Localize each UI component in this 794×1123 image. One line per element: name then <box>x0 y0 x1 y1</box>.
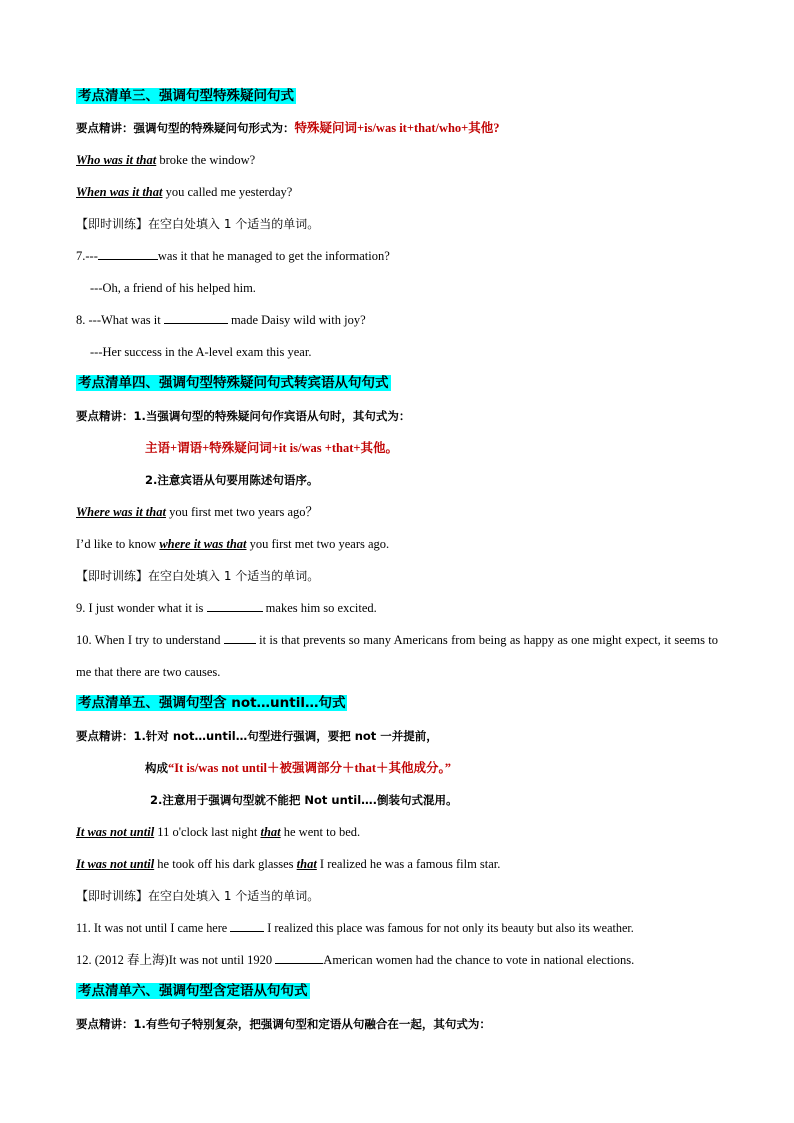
example-sentence: Who was it that broke the window? <box>76 153 256 167</box>
example-sentence: It was not until 11 o'clock last night that he went to bed. <box>76 825 361 839</box>
question-7: 7.--- was it that he managed to get the information? <box>76 249 390 263</box>
question-8-answer: ---Her success in the A-level exam this year. <box>90 345 312 359</box>
answer-blank[interactable] <box>224 631 256 644</box>
section-4-key-points: 要点精讲：1.当强调句型的特殊疑问句作宾语从句时，其句式为： <box>76 409 411 423</box>
question-10: 10. When I try to understand it is that prevents so many Americans from being as happy as one might expect, it seems to me that there are two causes. <box>76 633 718 679</box>
section-4-note: 2.注意宾语从句要用陈述句语序。 <box>145 473 319 487</box>
question-7-answer: ---Oh, a friend of his helped him. <box>90 281 256 295</box>
section-5-title: 考点清单五、强调句型含 not…until…句式 <box>78 695 346 711</box>
answer-blank[interactable] <box>207 599 263 612</box>
section-4-title: 考点清单四、强调句型特殊疑问句式转宾语从句句式 <box>78 375 389 391</box>
example-sentence: It was not until he took off his dark glasses that I realized he was a famous film star. <box>76 857 501 871</box>
question-8: 8. ---What was it made Daisy wild with joy? <box>76 313 366 327</box>
example-sentence: When was it that you called me yesterday? <box>76 185 293 199</box>
section-5-note: 2.注意用于强调句型就不能把 Not until….倒装句式混用。 <box>150 793 458 807</box>
answer-blank[interactable] <box>98 247 158 260</box>
section-3-key-points: 要点精讲：强调句型的特殊疑问句形式为：特殊疑问词+is/was it+that/who+其他? <box>76 121 500 135</box>
practice-instruction: 【即时训练】在空白处填入 1 个适当的单词。 <box>76 569 320 583</box>
question-11: 11. It was not until I came here I realized this place was famous for not only its beauty but also its weather. <box>76 921 634 935</box>
section-4-formula: 主语+谓语+特殊疑问词+it is/was +that+其他。 <box>145 441 398 455</box>
question-9: 9. I just wonder what it is makes him so excited. <box>76 601 377 615</box>
answer-blank[interactable] <box>164 311 228 324</box>
practice-instruction: 【即时训练】在空白处填入 1 个适当的单词。 <box>76 217 320 231</box>
example-sentence: Where was it that you first met two years ago？ <box>76 505 319 519</box>
answer-blank[interactable] <box>275 951 323 964</box>
section-5-key-points: 要点精讲：1.针对 not…until…句型进行强调，要把 not 一并提前， <box>76 729 438 743</box>
section-5-formula: 构成“It is/was not until＋被强调部分＋that＋其他成分。” <box>145 761 452 775</box>
section-3-title: 考点清单三、强调句型特殊疑问句式 <box>78 88 294 104</box>
practice-instruction: 【即时训练】在空白处填入 1 个适当的单词。 <box>76 889 320 903</box>
section-6-title: 考点清单六、强调句型含定语从句句式 <box>78 983 308 999</box>
question-12: 12. (2012 春上海)It was not until 1920 American women had the chance to vote in national elections. <box>76 953 635 967</box>
answer-blank[interactable] <box>230 919 264 932</box>
example-sentence: I’d like to know where it was that you first met two years ago. <box>76 537 390 551</box>
section-6-key-points: 要点精讲：1.有些句子特别复杂，把强调句型和定语从句融合在一起，其句式为： <box>76 1017 491 1031</box>
